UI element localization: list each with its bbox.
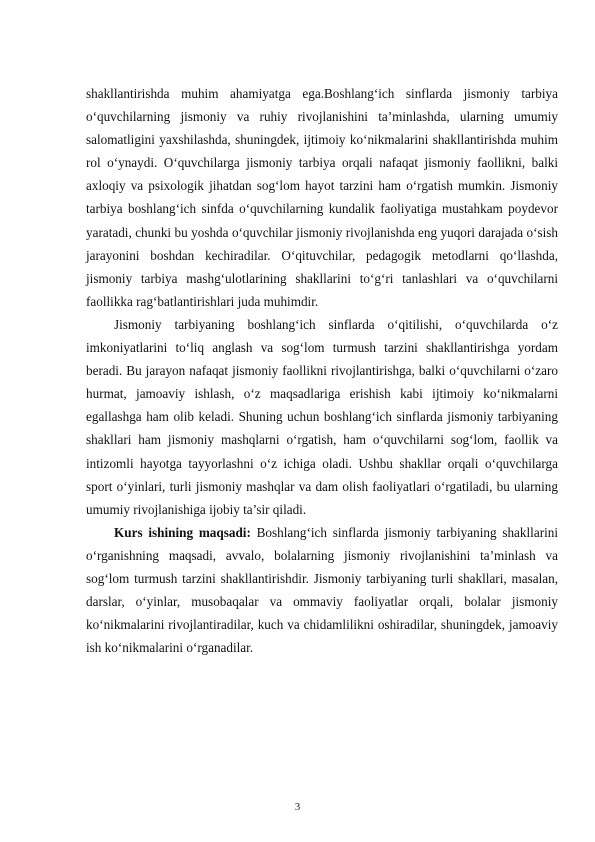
paragraph-1: shakllantirishda muhim ahamiyatga ega.Boshlang‘ich sinflarda jismoniy tarbiya o‘quvchilarning jismoniy va ruhiy rivojlanishini ta’minlashda, ularning umumiy salomatligini yaxshilashda, shuningdek, ijtimoiy ko‘nikmalarini shakllantirishda muhim rol o‘ynaydi. O‘quvchilarga jismoniy tarbiya orqali nafaqat jismoniy faollikni, balki axloqiy va psixologik jihatdan sog‘lom hayot tarzini ham o‘rgatish mumkin. Jismoniy tarbiya boshlang‘ich sinfda o‘quvchilarning kundalik faoliyatiga mustahkam poydevor yaratadi, chunki bu yoshda o‘quvchilar jismoniy rivojlanishda eng yuqori darajada o‘sish jarayonini boshdan kechiradilar. O‘qituvchilar, pedagogik metodlarni qo‘llashda, jismoniy tarbiya mashg‘ulotlarining shakllarini to‘g‘ri tanlashlari va o‘quvchilarni faollikka rag‘batlantirishlari juda muhimdir.: [86, 86, 558, 309]
document-body: [86, 82, 558, 659]
paragraph-3: [86, 521, 558, 660]
page-number: 3: [294, 801, 301, 813]
paragraph-3-text: Boshlang‘ich sinflarda jismoniy tarbiyaning shakllarini o‘rganishning maqsadi, avvalo, bolalarning jismoniy rivojlanishini ta’minlash va sog‘lom turmush tarzini shakllantirishdir. Jismoniy tarbiyaning turli shakllari, masalan, darslar, o‘yinlar, musobaqalar va ommaviy faoliyatlar orqali, bolalar jismoniy ko‘nikmalarini rivojlantiradilar, kuch va chidamlilikni oshiradilar, shuningdek, jamoaviy ish ko‘nikmalarini o‘rganadilar.: [86, 524, 559, 656]
paragraph-2: Jismoniy tarbiyaning boshlang‘ich sinflarda o‘qitilishi, o‘quvchilarda o‘z imkoniyatlarini to‘liq anglash va sog‘lom turmush tarzini shakllantirishga yordam beradi. Bu jarayon nafaqat jismoniy faollikni rivojlantirishga, balki o‘quvchilarni o‘zaro hurmat, jamoaviy ishlash, o‘z maqsadlariga erishish kabi ijtimoiy ko‘nikmalarni egallashga ham olib keladi. Shuning uchun boshlang‘ich sinflarda jismoniy tarbiyaning shakllari ham jismoniy mashqlarni o‘rgatish, ham o‘quvchilarni sog‘lom, faollik va intizomli hayotga tayyorlashni o‘z ichiga oladi. Ushbu shakllar orqali o‘quvchilarga sport o‘yinlari, turli jismoniy mashqlar va dam olish faoliyatlari o‘rgatiladi, bu ularning umumiy rivojlanishiga ijobiy ta’sir qiladi.: [86, 316, 558, 517]
paragraph-3-lead: Kurs ishining maqsadi:: [114, 524, 251, 540]
